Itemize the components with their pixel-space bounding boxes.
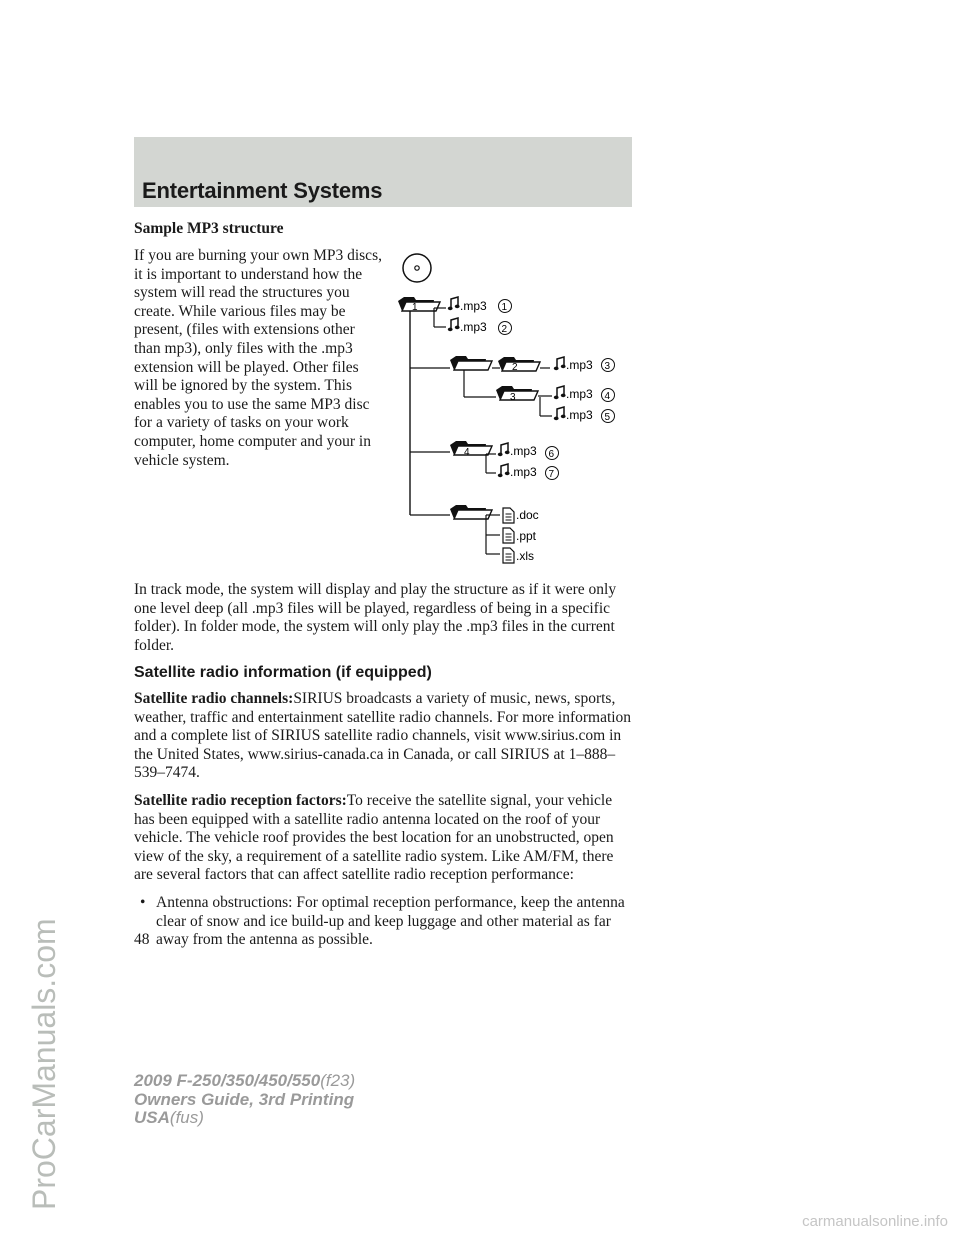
satellite-reception-text: To receive the satellite signal, your vehicle has been equipped with a satellite radio antenna located on the roof of your vehicle. The vehicle roof provides the best location for an unobstructed, open view of the sky, a requirement of a satellite radio system. Like AM/FM, there are several factors that can affect satellite radio reception performance: <box>134 791 614 884</box>
music-note-icon <box>448 318 460 331</box>
track-number-5: 5 <box>604 412 611 423</box>
satellite-channels-text: SIRIUS broadcasts a variety of music, news, sports, weather, traffic and entertainment satellite radio channels. For more information and a complete list of SIRIUS satellite radio channels, visit www.sirius.com in the United States, www.sirius-canada.ca in Canada, or call SIRIUS at 1–888–539–7474. <box>134 689 632 782</box>
file-mp3: .mp3 <box>510 465 537 479</box>
folder-icon <box>450 356 492 370</box>
music-note-icon <box>498 464 510 477</box>
footer-model-code: (f23) <box>320 1071 356 1090</box>
music-note-icon <box>498 443 510 456</box>
mp3-heading: Sample MP3 structure <box>134 220 284 237</box>
bullet-icon: • <box>140 893 146 911</box>
satellite-reception-lead: Satellite radio reception factors: <box>134 791 347 809</box>
document-icon <box>503 548 514 563</box>
file-ppt: .ppt <box>516 529 537 543</box>
file-mp3: .mp3 <box>510 444 537 458</box>
mp3-section <box>134 220 634 246</box>
file-doc: .doc <box>516 508 539 522</box>
folder-icon <box>496 386 538 400</box>
folder-icon <box>498 357 540 371</box>
satellite-channels-lead: Satellite radio channels: <box>134 689 294 707</box>
mp3-structure-diagram <box>390 250 630 566</box>
side-watermark: ProCarManuals.com <box>26 918 62 1210</box>
bottom-watermark: carmanualsonline.info <box>802 1213 948 1230</box>
page-number: 48 <box>134 931 150 948</box>
footer <box>134 1072 355 1128</box>
footer-model: 2009 F-250/350/450/550 <box>134 1071 321 1090</box>
track-number-7: 7 <box>548 469 555 480</box>
file-xls: .xls <box>516 549 534 563</box>
music-note-icon <box>554 407 566 420</box>
section-title: Entertainment Systems <box>142 178 383 203</box>
folder-label-1: 1 <box>412 302 418 313</box>
footer-guide: Owners Guide, 3rd Printing <box>134 1089 355 1109</box>
music-note-icon <box>554 357 566 370</box>
file-mp3: .mp3 <box>566 358 593 372</box>
track-number-4: 4 <box>604 391 611 402</box>
disc-icon <box>403 254 431 282</box>
file-mp3: .mp3 <box>566 387 593 401</box>
file-mp3: .mp3 <box>566 408 593 422</box>
track-number-2: 2 <box>501 324 508 335</box>
track-number-3: 3 <box>604 361 611 372</box>
music-note-icon <box>554 386 566 399</box>
satellite-heading: Satellite radio information (if equipped) <box>134 664 432 682</box>
mp3-intro-paragraph: If you are burning your own MP3 discs, it is important to understand how the system will read the structures you create. While various files may be present, (files with extensions other than mp3), only files with the .mp3 extension will be played. Other files will be ignored by the system. This enables you to use the same MP3 disc for a variety of tasks on your work computer, home computer and your in vehicle system. <box>134 247 382 469</box>
footer-market: USA <box>134 1108 170 1127</box>
music-note-icon <box>448 297 460 310</box>
file-mp3: .mp3 <box>460 299 487 313</box>
folder-label-4: 4 <box>464 447 470 458</box>
footer-market-code: (fus) <box>169 1108 204 1127</box>
document-icon <box>503 528 514 543</box>
bullet-text: Antenna obstructions: For optimal reception performance, keep the antenna clear of snow and ice build-up and keep luggage and other material as far away from the antenna as possible. <box>156 893 625 949</box>
track-number-6: 6 <box>548 449 555 460</box>
folder-icon <box>450 441 492 455</box>
folder-label-3: 3 <box>510 392 516 403</box>
list-item <box>134 894 634 950</box>
document-icon <box>503 508 514 523</box>
satellite-reception-paragraph <box>134 792 634 885</box>
track-mode-paragraph: In track mode, the system will display and play the structure as if it were only one level deep (all .mp3 files will be played, regardless of being in a specific folder). In folder mode, the system will only play the .mp3 files in the current folder. <box>134 581 617 654</box>
track-number-1: 1 <box>501 302 508 313</box>
file-mp3: .mp3 <box>460 320 487 334</box>
satellite-channels-paragraph <box>134 690 634 783</box>
folder-label-2: 2 <box>512 362 518 373</box>
lower-content <box>134 581 634 950</box>
